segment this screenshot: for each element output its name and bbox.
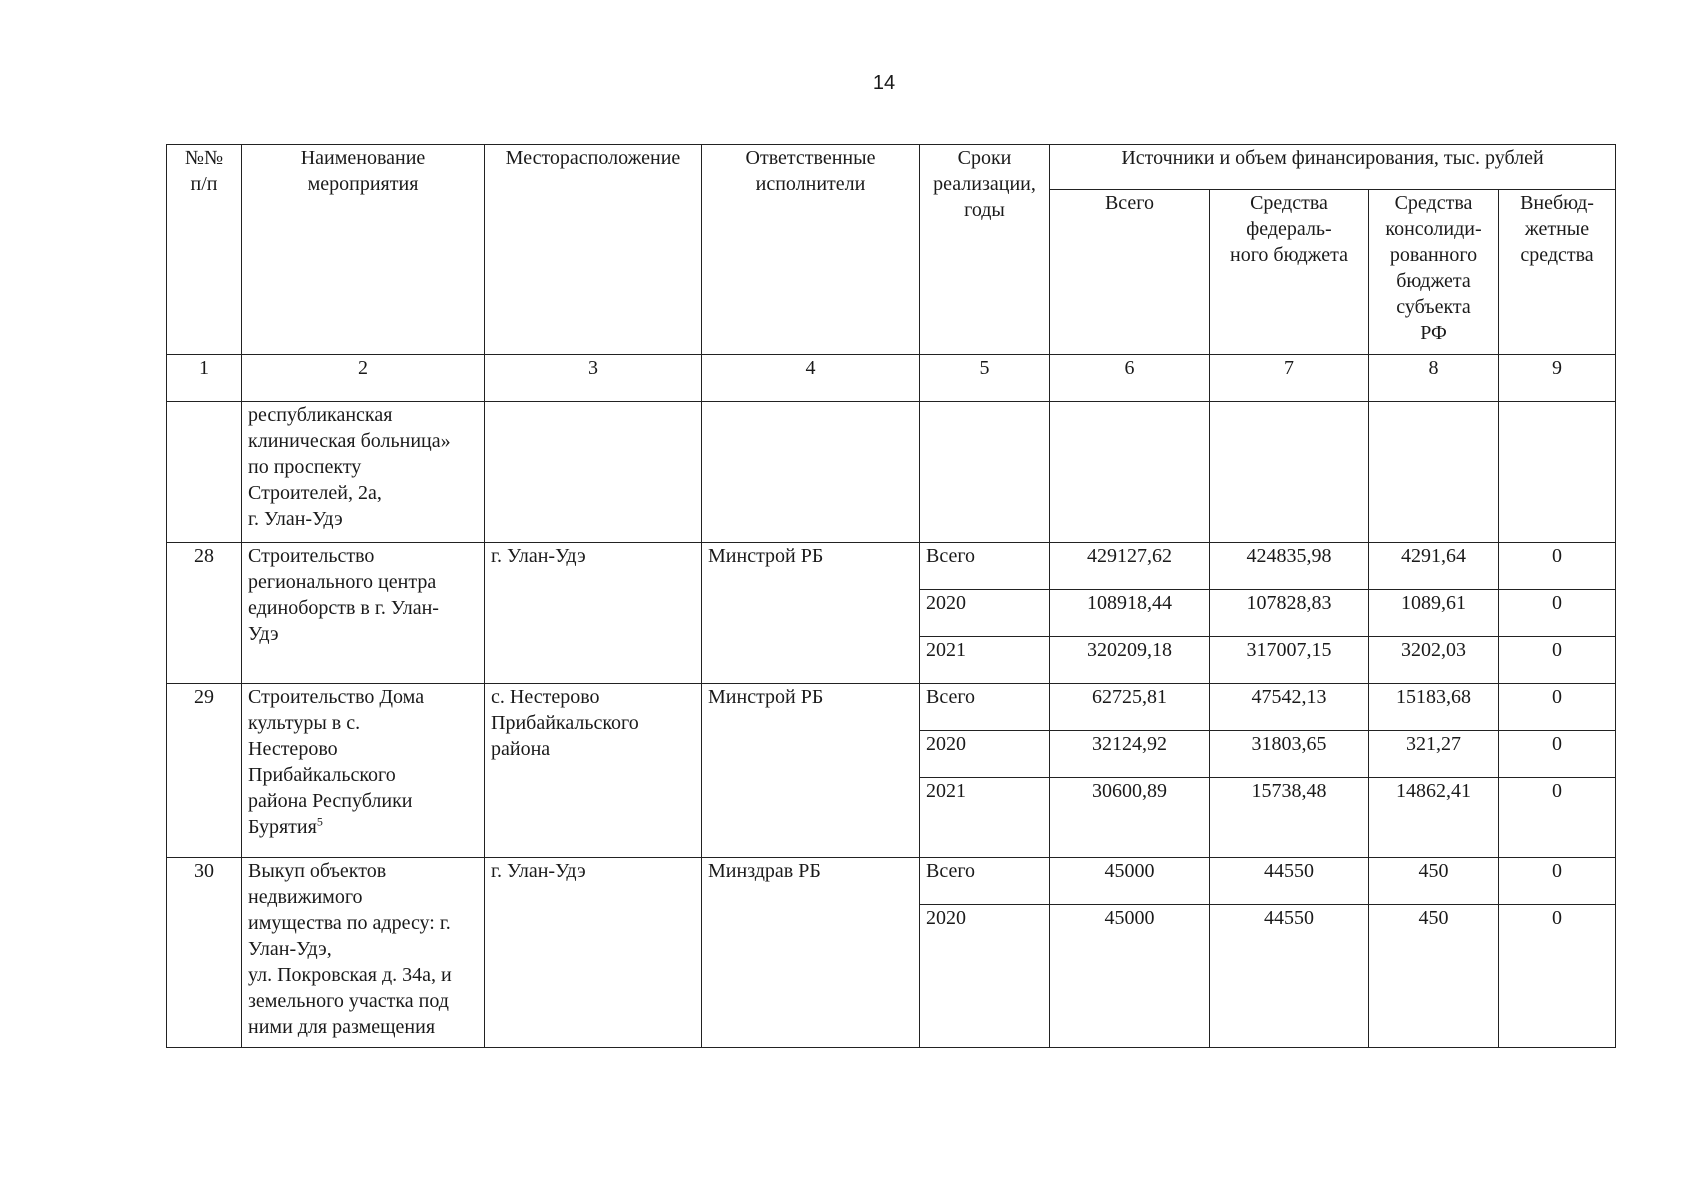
row-federal: 31803,65	[1210, 731, 1369, 778]
row-extra: 0	[1499, 590, 1616, 637]
header-total: Всего	[1050, 190, 1210, 355]
row-num: 30	[167, 858, 242, 1048]
header-extrabudget: Внебюд- жетные средства	[1499, 190, 1616, 355]
cell-empty	[702, 402, 920, 543]
row-year: 2021	[920, 637, 1050, 684]
cell-empty	[1369, 402, 1499, 543]
row-location: г. Улан-Удэ	[485, 543, 702, 684]
header-location: Месторасположение	[485, 145, 702, 355]
row-year: 2020	[920, 905, 1050, 1048]
row-federal: 47542,13	[1210, 684, 1369, 731]
table-row	[167, 858, 1616, 905]
col-number: 1	[167, 355, 242, 402]
col-number: 7	[1210, 355, 1369, 402]
header-executors: Ответственные исполнители	[702, 145, 920, 355]
row-extra: 0	[1499, 905, 1616, 1048]
header-row-top	[167, 145, 1616, 190]
row-consolidated: 321,27	[1369, 731, 1499, 778]
row-location: с. Нестерово Прибайкальского района	[485, 684, 702, 858]
row-name: Выкуп объектов недвижимого имущества по адресу: г. Улан-Удэ, ул. Покровская д. 34а, и земельного участка под ними для размещения	[242, 858, 485, 1048]
col-number: 5	[920, 355, 1050, 402]
header-name: Наименование мероприятия	[242, 145, 485, 355]
continuation-name: республиканская клиническая больница» по проспекту Строителей, 2а, г. Улан-Удэ	[242, 402, 485, 543]
row-num: 28	[167, 543, 242, 684]
cell-empty	[920, 402, 1050, 543]
row-consolidated: 450	[1369, 905, 1499, 1048]
row-executor: Минстрой РБ	[702, 543, 920, 684]
row-name-cell	[242, 684, 485, 858]
col-number: 3	[485, 355, 702, 402]
row-consolidated: 15183,68	[1369, 684, 1499, 731]
col-number: 9	[1499, 355, 1616, 402]
cell-empty	[1210, 402, 1369, 543]
row-year: Всего	[920, 684, 1050, 731]
header-sources: Источники и объем финансирования, тыс. рублей	[1050, 145, 1616, 190]
row-consolidated: 450	[1369, 858, 1499, 905]
col-number: 2	[242, 355, 485, 402]
row-federal: 424835,98	[1210, 543, 1369, 590]
page-number: 14	[872, 72, 896, 94]
row-year: Всего	[920, 543, 1050, 590]
row-year: 2020	[920, 590, 1050, 637]
cell-empty	[485, 402, 702, 543]
row-federal: 44550	[1210, 858, 1369, 905]
row-executor: Минздрав РБ	[702, 858, 920, 1048]
row-consolidated: 4291,64	[1369, 543, 1499, 590]
row-num: 29	[167, 684, 242, 858]
row-federal: 15738,48	[1210, 778, 1369, 858]
row-federal: 317007,15	[1210, 637, 1369, 684]
row-federal: 107828,83	[1210, 590, 1369, 637]
cell-empty	[1499, 402, 1616, 543]
row-extra: 0	[1499, 543, 1616, 590]
row-consolidated: 14862,41	[1369, 778, 1499, 858]
row-total: 30600,89	[1050, 778, 1210, 858]
row-extra: 0	[1499, 731, 1616, 778]
header-num: №№ п/п	[167, 145, 242, 355]
row-year: Всего	[920, 858, 1050, 905]
table-row	[167, 684, 1616, 731]
row-consolidated: 1089,61	[1369, 590, 1499, 637]
row-location: г. Улан-Удэ	[485, 858, 702, 1048]
col-number: 6	[1050, 355, 1210, 402]
row-total: 320209,18	[1050, 637, 1210, 684]
table-row	[167, 543, 1616, 590]
row-total: 32124,92	[1050, 731, 1210, 778]
col-number: 8	[1369, 355, 1499, 402]
row-year: 2021	[920, 778, 1050, 858]
row-year: 2020	[920, 731, 1050, 778]
row-extra: 0	[1499, 778, 1616, 858]
row-total: 62725,81	[1050, 684, 1210, 731]
financing-table	[166, 144, 1616, 1048]
row-executor: Минстрой РБ	[702, 684, 920, 858]
row-name: Строительство регионального центра единоборств в г. Улан- Удэ	[242, 543, 485, 684]
header-consolidated: Средства консолиди- рованного бюджета субъекта РФ	[1369, 190, 1499, 355]
header-federal: Средства федераль- ного бюджета	[1210, 190, 1369, 355]
row-total: 45000	[1050, 858, 1210, 905]
cell-empty	[167, 402, 242, 543]
row-total: 108918,44	[1050, 590, 1210, 637]
row-consolidated: 3202,03	[1369, 637, 1499, 684]
row-federal: 44550	[1210, 905, 1369, 1048]
header-terms: Сроки реализации, годы	[920, 145, 1050, 355]
col-number: 4	[702, 355, 920, 402]
row-total: 429127,62	[1050, 543, 1210, 590]
row-extra: 0	[1499, 858, 1616, 905]
column-number-row	[167, 355, 1616, 402]
cell-empty	[1050, 402, 1210, 543]
footnote-marker: 5	[316, 814, 323, 829]
row-extra: 0	[1499, 684, 1616, 731]
row-total: 45000	[1050, 905, 1210, 1048]
continuation-row	[167, 402, 1616, 543]
row-extra: 0	[1499, 637, 1616, 684]
row-name: Строительство Дома культуры в с. Нестерово Прибайкальского района Республики Бурятия	[248, 686, 425, 838]
